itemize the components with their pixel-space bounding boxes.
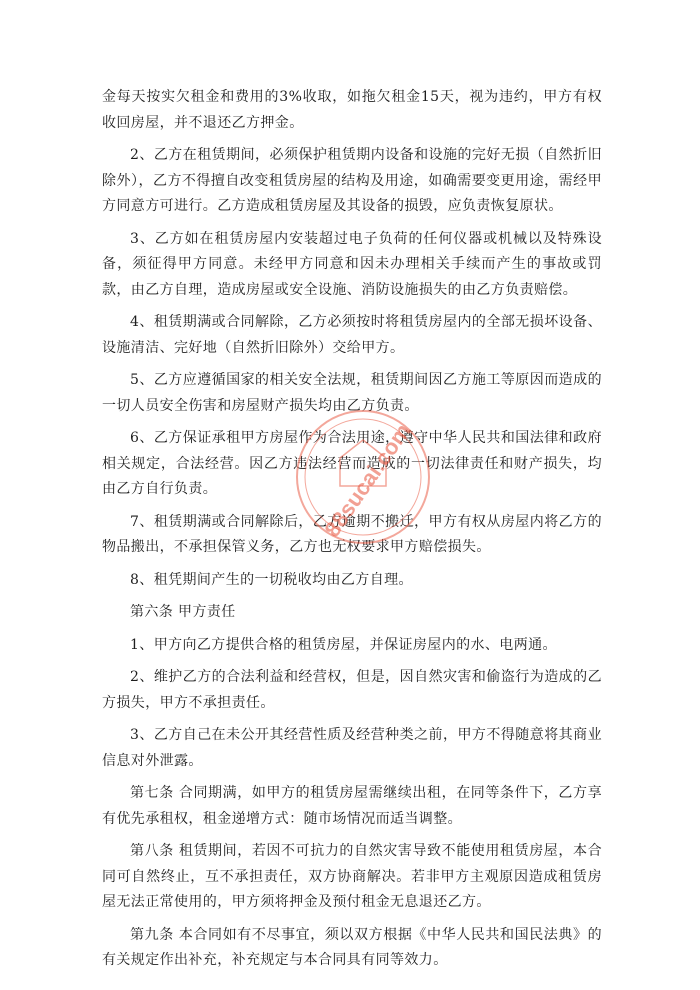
document-body: [102, 85, 602, 981]
paragraph-article-9: 第九条 本合同如有不尽事宜，须以双方根据《中华人民共和国民法典》的有关规定作出补充，补充规定与本合同具有同等效力。: [102, 926, 602, 968]
paragraph-article-7: 第七条 合同期满，如甲方的租赁房屋需继续出租，在同等条件下，乙方享有优先承租权，租金递增方式：随市场情况而适当调整。: [102, 785, 602, 827]
paragraph-rent-overdue-continuation: 金每天按实欠租金和费用的3%收取，如拖欠租金15天，视为违约，甲方有权收回房屋，并不退还乙方押金。: [102, 89, 602, 131]
paragraph-clause-5: 5、乙方应遵循国家的相关安全法规，租赁期间因乙方施工等原因而造成的一切人员安全伤害和房屋财产损失均由乙方负责。: [102, 372, 602, 414]
paragraph-landlord-duty-3: 3、乙方自己在未公开其经营性质及经营种类之前，甲方不得随意将其商业信息对外泄露。: [102, 727, 602, 769]
paragraph-landlord-duty-2: 2、维护乙方的合法利益和经营权，但是，因自然灾害和偷盗行为造成的乙方损失，甲方不承担责任。: [102, 669, 602, 711]
paragraph-clause-4: 4、租赁期满或合同解除，乙方必须按时将租赁房屋内的全部无损坏设备、设施清洁、完好地（自然折旧除外）交给甲方。: [102, 314, 602, 356]
paragraph-landlord-duty-1: 1、甲方向乙方提供合格的租赁房屋，并保证房屋内的水、电两通。: [130, 636, 557, 653]
paragraph-clause-7: 7、租赁期满或合同解除后，乙方逾期不搬迁，甲方有权从房屋内将乙方的物品搬出，不承担保管义务，乙方也无权要求甲方赔偿损失。: [102, 513, 602, 555]
section-heading-article-6: 第六条 甲方责任: [130, 604, 236, 620]
paragraph-clause-2: 2、乙方在租赁期间，必须保护租赁期内设备和设施的完好无损（自然折旧除外），乙方不得擅自改变租赁房屋的结构及用途，如确需要变更用途，需经甲方同意方可进行。乙方造成租赁房屋及其设备的损毁，应负责恢复原状。: [102, 147, 602, 214]
paragraph-article-8: 第八条 租赁期间，若因不可抗力的自然灾害导致不能使用租赁房屋，本合同可自然终止，互不承担责任，双方协商解决。若非甲方主观原因造成租赁房屋无法正常使用的，甲方须将押金及预付租金无息退还乙方。: [102, 843, 602, 910]
watermark-text: 88sucai.com: [319, 418, 416, 542]
paragraph-clause-6: 6、乙方保证承租甲方房屋作为合法用途，遵守中华人民共和国法律和政府相关规定，合法经营。因乙方违法经营而造成的一切法律责任和财产损失，均由乙方自行负责。: [102, 430, 602, 497]
paragraph-clause-8: 8、租凭期间产生的一切税收均由乙方自理。: [130, 571, 413, 588]
paragraph-clause-3: 3、乙方如在租赁房屋内安装超过电子负荷的任何仪器或机械以及特殊设备，须征得甲方同意。未经甲方同意和因未办理相关手续而产生的事故或罚款，由乙方自理，造成房屋或安全设施、消防设施损失的由乙方负责赔偿。: [102, 230, 602, 298]
